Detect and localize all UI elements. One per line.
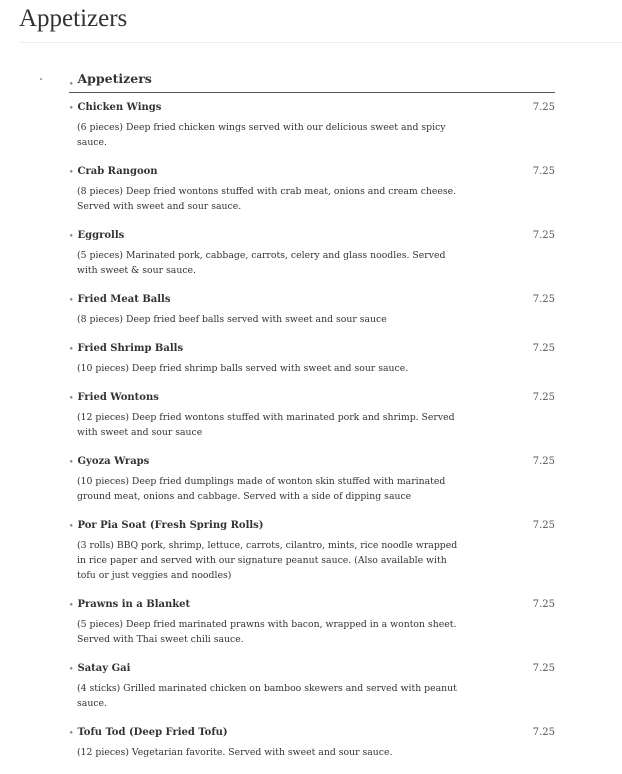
menu-item-price: 7.25 [532, 166, 555, 177]
menu-item-header [69, 725, 555, 741]
menu-item [69, 597, 555, 647]
section-title: Appetizers [77, 71, 152, 86]
menu-item-name: Satay Gai [77, 663, 131, 674]
menu-item-header [69, 454, 555, 470]
menu-item-header [69, 100, 555, 116]
menu-item-header [69, 597, 555, 613]
menu-item-header [69, 164, 555, 180]
menu-item [69, 390, 555, 440]
menu-item-price: 7.25 [532, 102, 555, 113]
menu-item-list [69, 93, 555, 760]
menu-item-price: 7.25 [532, 663, 555, 674]
menu-item-name: Tofu Tod (Deep Fried Tofu) [77, 727, 228, 738]
menu-item-description: (8 pieces) Deep fried wontons stuffed with crab meat, onions and cream cheese. Served with sweet and sour sauce. [77, 186, 457, 212]
page-title: Appetizers [19, 5, 128, 32]
menu-item-name: Fried Shrimp Balls [77, 343, 184, 354]
menu-item-price: 7.25 [532, 343, 555, 354]
menu-item-price: 7.25 [532, 727, 555, 738]
menu-item-description: (5 pieces) Marinated pork, cabbage, carrots, celery and glass noodles. Served with sweet & sour sauce. [77, 250, 446, 276]
menu-item-name: Gyoza Wraps [77, 456, 150, 467]
menu-section [69, 70, 555, 774]
menu-item-header [69, 341, 555, 357]
item-bullet: • [69, 457, 74, 466]
menu-item-description: (3 rolls) BBQ pork, shrimp, lettuce, carrots, cilantro, mints, rice noodle wrapped in rice paper and served with our signature peanut sauce. (Also available with tofu or just veggies and noodles) [77, 540, 458, 581]
menu-item-name: Crab Rangoon [77, 166, 158, 177]
menu-item-header [69, 390, 555, 406]
item-bullet: • [69, 664, 74, 673]
section-bullet: • [69, 79, 74, 88]
menu-item [69, 725, 555, 760]
menu-item-price: 7.25 [532, 520, 555, 531]
menu-item-description: (12 pieces) Vegetarian favorite. Served with sweet and sour sauce. [77, 747, 393, 758]
menu-item-description: (12 pieces) Deep fried wontons stuffed with marinated pork and shrimp. Served with sweet and sour sauce [77, 412, 455, 438]
menu-item-description: (8 pieces) Deep fried beef balls served with sweet and sour sauce [77, 314, 387, 325]
menu-item [69, 228, 555, 278]
menu-item-price: 7.25 [532, 456, 555, 467]
menu-item [69, 454, 555, 504]
menu-item-price: 7.25 [532, 599, 555, 610]
menu-item-header [69, 518, 555, 534]
menu-item-header [69, 661, 555, 677]
menu-item [69, 518, 555, 583]
title-divider [19, 42, 622, 43]
menu-item-name: Prawns in a Blanket [77, 599, 191, 610]
item-bullet: • [69, 344, 74, 353]
item-bullet: • [69, 521, 74, 530]
menu-item-price: 7.25 [532, 230, 555, 241]
menu-item-price: 7.25 [532, 392, 555, 403]
menu-item [69, 100, 555, 150]
menu-item [69, 661, 555, 711]
menu-item-description: (5 pieces) Deep fried marinated prawns with bacon, wrapped in a wonton sheet. Served with Thai sweet chili sauce. [77, 619, 457, 645]
section-header [69, 70, 555, 93]
item-bullet: • [69, 231, 74, 240]
outer-list-bullet: • [39, 76, 44, 84]
menu-item-description: (10 pieces) Deep fried dumplings made of wonton skin stuffed with marinated ground meat, onions and cabbage. Served with a side of dipping sauce [77, 476, 446, 502]
item-bullet: • [69, 167, 74, 176]
menu-item-name: Eggrolls [77, 230, 125, 241]
menu-item-name: Fried Wontons [77, 392, 159, 403]
menu-item-description: (6 pieces) Deep fried chicken wings served with our delicious sweet and spicy sauce. [77, 122, 446, 148]
menu-item-name: Fried Meat Balls [77, 294, 171, 305]
item-bullet: • [69, 393, 74, 402]
menu-item-header [69, 292, 555, 308]
menu-item-header [69, 228, 555, 244]
menu-item-price: 7.25 [532, 294, 555, 305]
item-bullet: • [69, 600, 74, 609]
menu-item [69, 341, 555, 376]
menu-item-name: Chicken Wings [77, 102, 162, 113]
item-bullet: • [69, 295, 74, 304]
menu-item-description: (10 pieces) Deep fried shrimp balls served with sweet and sour sauce. [77, 363, 409, 374]
item-bullet: • [69, 103, 74, 112]
menu-item [69, 292, 555, 327]
item-bullet: • [69, 728, 74, 737]
menu-item-name: Por Pia Soat (Fresh Spring Rolls) [77, 520, 264, 531]
menu-item [69, 164, 555, 214]
menu-item-description: (4 sticks) Grilled marinated chicken on bamboo skewers and served with peanut sauce. [77, 683, 457, 709]
